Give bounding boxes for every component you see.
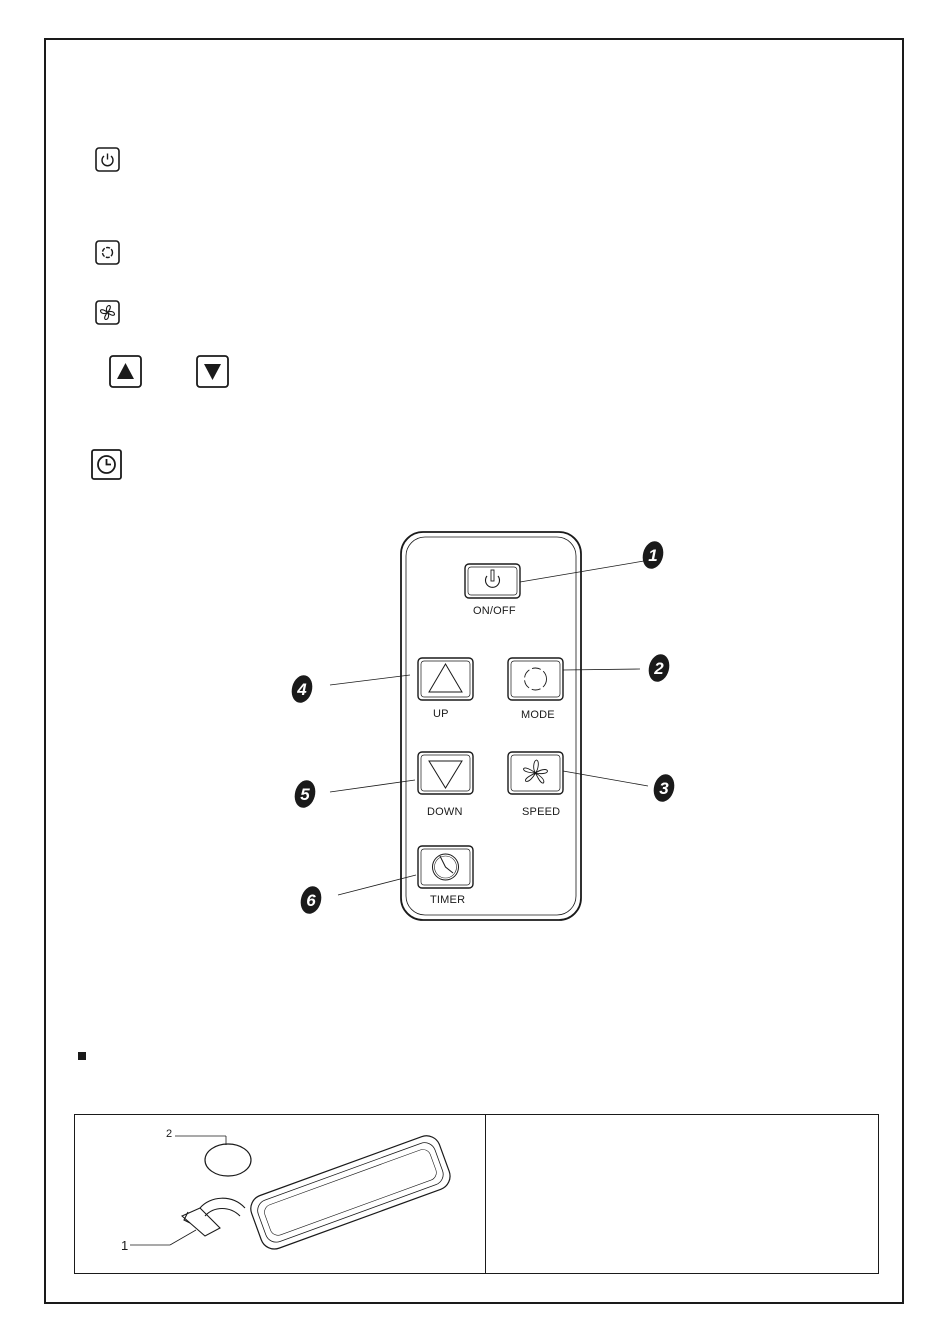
callout-badges — [289, 539, 678, 916]
mode-button — [508, 658, 563, 700]
up-label: UP — [433, 708, 449, 720]
speed-label: SPEED — [522, 806, 561, 818]
down-button — [418, 752, 473, 794]
timer-icon — [90, 448, 124, 482]
timer-label: TIMER — [430, 894, 466, 906]
callout-3: 3 — [659, 779, 669, 798]
remote-body — [401, 532, 581, 920]
part-label-2: 2 — [166, 1128, 173, 1140]
onoff-button — [465, 564, 520, 598]
callout-1: 1 — [648, 546, 658, 565]
timer-button — [418, 846, 473, 888]
fan-speed-icon — [94, 299, 122, 327]
speed-button — [508, 752, 563, 794]
onoff-label: ON/OFF — [473, 605, 516, 617]
callout-2: 2 — [654, 659, 664, 678]
mode-label: MODE — [521, 709, 555, 721]
section-bullet — [78, 1052, 86, 1060]
up-arrow-icon — [108, 354, 144, 390]
battery-illustration — [110, 1118, 480, 1268]
remote-diagram — [280, 530, 680, 930]
callout-4: 4 — [297, 680, 307, 699]
coin-battery — [205, 1144, 251, 1176]
remote-rear — [247, 1132, 454, 1253]
up-button — [418, 658, 473, 700]
mode-icon — [94, 239, 122, 267]
part-label-1: 1 — [121, 1238, 129, 1253]
callout-6: 6 — [306, 891, 316, 910]
callout-5: 5 — [300, 785, 310, 804]
down-arrow-icon — [195, 354, 231, 390]
power-icon — [94, 146, 122, 174]
table-divider — [485, 1115, 486, 1273]
battery-holder — [182, 1198, 245, 1236]
down-label: DOWN — [427, 806, 463, 818]
